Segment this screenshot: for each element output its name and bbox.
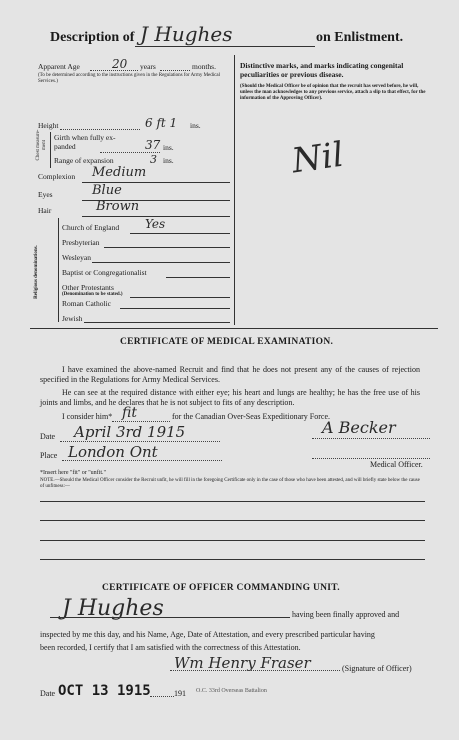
religion-rule [84,322,230,323]
chest-label: Chest measure- ment [36,129,47,161]
unfitness-line [40,501,425,502]
hair-label: Hair [38,206,52,215]
distinctive-marks-value: Nil [289,134,347,182]
religion-label: Religious denominations. [34,245,39,299]
commanding-heading: CERTIFICATE OF OFFICER COMMANDING UNIT. [102,583,340,593]
commanding-name-rule [50,617,290,618]
commanding-signature-dots [170,670,340,671]
distinctive-marks-note: (Should the Medical Officer be of opinion that the recruit has served before, he will, unless the man acknowledges to any previous service, attach a slip to that effect, for the information of the Approving Officer). [240,84,426,101]
insert-note: *Insert here "fit" or "unfit." [40,470,106,476]
distinctive-marks-heading: Distinctive marks, and marks indicating congenital peculiarities or previous disease. [240,61,404,79]
medical-officer-signature: A Becker [322,418,396,437]
religion-rule [130,297,230,298]
apparent-age-label: Apparent Age [38,62,80,71]
commanding-line-3: been recorded, I certify that I am satisfied with the correctness of this Attestation. [40,643,301,652]
religion-jewish: Jewish [62,314,83,323]
medical-date-label: Date [40,432,56,441]
eyes-value: Blue [92,183,122,198]
section-rule [30,328,438,329]
title-left: Description of [50,30,135,45]
consider-label: I consider him* [62,412,113,421]
unfitness-line [40,540,425,541]
commanding-signature-value: Wm Henry Fraser [174,654,311,672]
religion-presbyterian: Presbyterian [62,238,100,247]
commanding-line-2: inspected by me this day, and his Name, Age, Date of Attestation, and every prescribed particular having [40,630,375,639]
complexion-value: Medium [92,165,147,180]
consider-suffix: for the Canadian Over-Seas Expeditionary Force. [172,412,331,421]
medical-para-2: He can see at the required distance with either eye; his heart and lungs are healthy; he has the free use of his joints and limbs, and he declares that he is not subject to fits of any description. [40,388,420,407]
height-unit: ins. [190,121,201,130]
commanding-name-value: J Hughes [62,596,164,621]
religion-other-protestants: Other Protestants [62,283,114,292]
religion-denomination-note: (Denomination to be stated.) [62,292,123,297]
expansion-unit: ins. [163,156,174,165]
column-divider [234,55,235,325]
hair-value: Brown [96,199,140,214]
unfitness-line [40,520,425,521]
girth-label: Girth when fully ex- panded [54,133,116,151]
girth-value: 37 [145,138,161,152]
religion-church-of-england: Church of England [62,223,120,232]
medical-officer-title: Medical Officer. [370,460,423,469]
commanding-year-suffix: 191 [174,689,186,698]
age-rule [90,70,138,71]
medical-place-label: Place [40,451,58,460]
height-dots [60,129,140,130]
officer-signature-dots [312,438,430,439]
expansion-label: Range of expansion [54,156,114,165]
months-rule [160,70,190,71]
medical-place-value: London Ont [68,443,158,461]
chest-bracket [50,132,51,168]
commanding-line-1-suffix: having been finally approved and [292,610,400,619]
height-value: 6 ft 1 [145,116,178,130]
expansion-value: 3 [150,153,157,166]
religion-church-of-england-value: Yes [145,217,166,231]
apparent-age-value: 20 [112,57,128,71]
consider-dots [112,421,170,422]
girth-unit: ins. [163,143,174,152]
height-label: Height [38,121,59,130]
header-rule [135,46,315,47]
religion-rule [104,247,230,248]
religion-rule [130,233,230,234]
commanding-date-dots [150,696,174,697]
religion-bracket [58,218,59,322]
header-signature: J Hughes [140,22,233,46]
commanding-signature-label: (Signature of Officer) [342,664,412,673]
medical-para-1: I have examined the above-named Recruit and find that he does not present any of the causes of rejection specified in the Regulations for Army Medical Services. [40,365,420,384]
religion-wesleyan: Wesleyan [62,253,91,262]
years-label: years [140,62,156,71]
medical-place-dots [62,460,222,461]
title-right: on Enlistment. [316,30,404,45]
commanding-date-stamp: OCT 13 1915 [58,683,151,699]
religion-rule [120,308,230,309]
medical-date-dots [60,441,220,442]
age-note: (To be determined according to the instructions given in the Regulations for Army Medical Services.) [38,73,220,84]
eyes-label: Eyes [38,190,53,199]
months-label: months. [192,62,216,71]
medical-heading: CERTIFICATE OF MEDICAL EXAMINATION. [120,337,334,347]
complexion-label: Complexion [38,172,76,181]
consider-value: fit [122,405,137,421]
commanding-unit-stamp: O.C. 33rd Overseas Battalion [196,688,267,694]
religion-baptist: Baptist or Congregationalist [62,268,147,277]
religion-roman-catholic: Roman Catholic [62,299,111,308]
officer-title-dots [312,458,430,459]
unfitness-line [40,559,425,560]
commanding-date-label: Date [40,689,56,698]
medical-date-value: April 3rd 1915 [74,423,186,441]
medical-note: NOTE.—Should the Medical Officer consider the Recruit unfit, he will fill in the foregoing Certificate only in the case of those who have been attested, and will briefly state below the cause of unfitness:— [40,478,420,489]
religion-rule [92,262,230,263]
religion-rule [166,277,230,278]
